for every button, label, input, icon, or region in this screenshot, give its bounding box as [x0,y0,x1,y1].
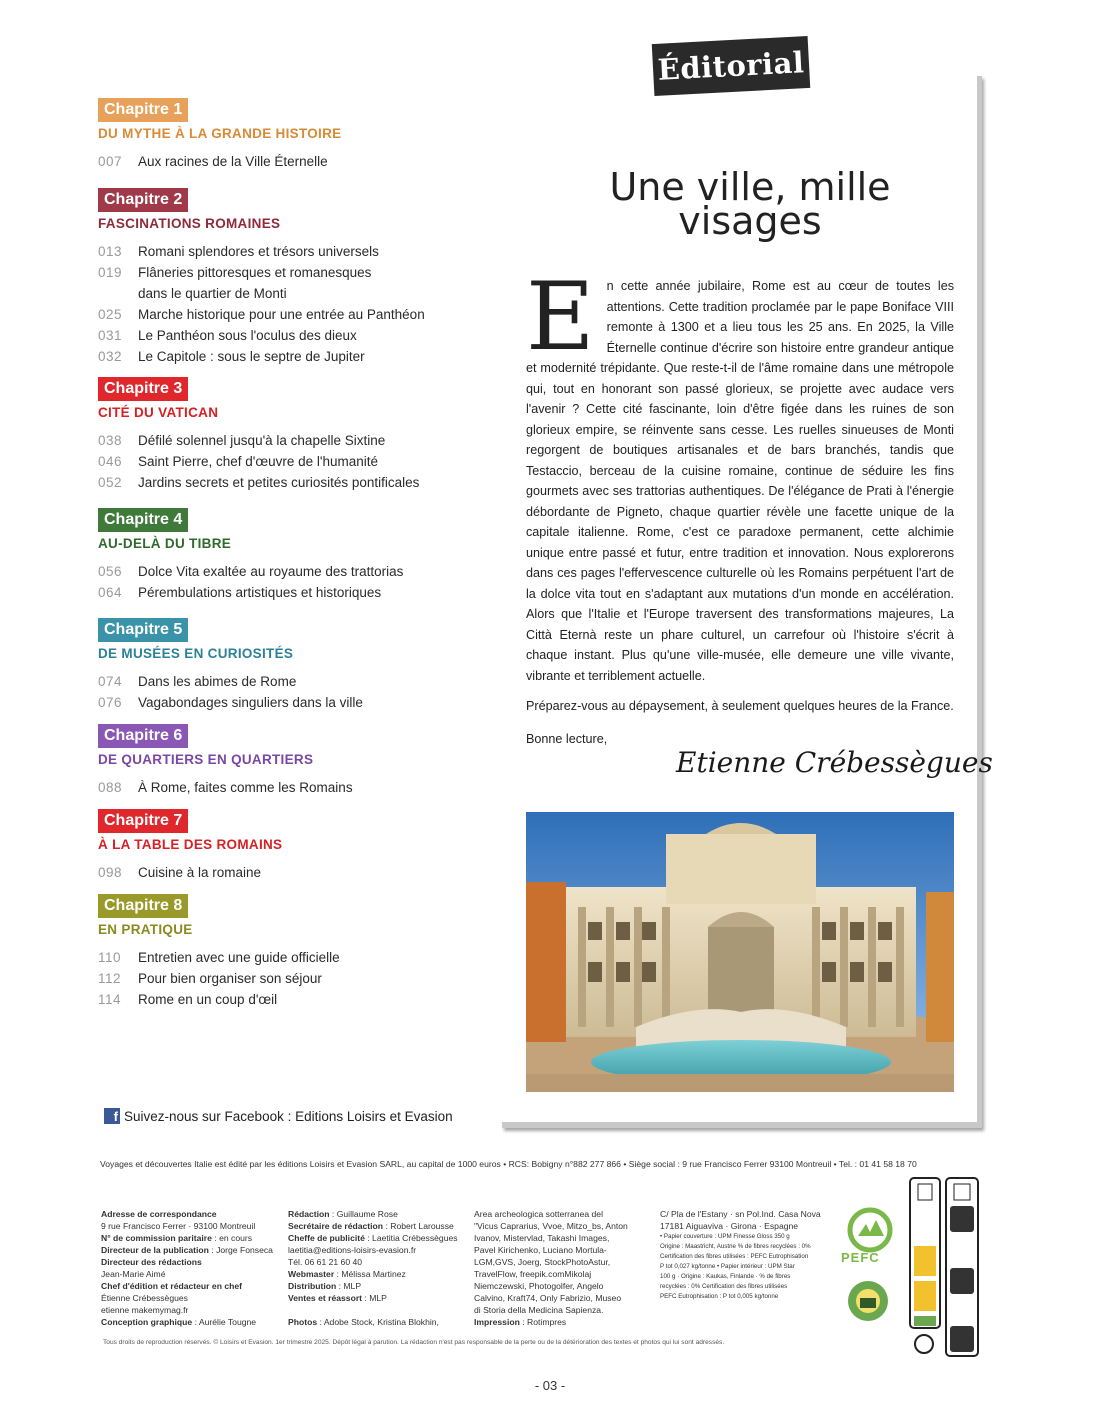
credit-value: Tél. 06 61 21 60 40 [288,1257,363,1267]
toc-page-number: 110 [98,950,122,965]
toc-page-number: 114 [98,992,122,1007]
credit-value: en cours [219,1233,253,1243]
toc-entry [98,325,425,346]
credit-key: Conception graphique [101,1317,193,1327]
toc-page-number: 032 [98,349,123,364]
signature-text: Etienne Crébessègues [676,746,993,779]
credit-value: Robert Larousse [390,1221,454,1231]
toc-entry [98,692,363,713]
chapter-label: Chapitre 6 [98,724,188,748]
credit-line: Pavel Kirichenko, Luciano Mortula- [474,1245,607,1255]
credit-value: Adobe Stock, Kristina Blokhin, [323,1317,439,1327]
credit-value: etienne makemymag.fr [101,1305,189,1315]
credits-column-4 [660,1208,821,1302]
credit-small-line: P tot 0,027 kg/tonne • Papier intérieur : UPM Star [660,1263,795,1270]
toc-entry [98,283,425,304]
chapter-title: CITÉ DU VATICAN [98,405,219,420]
pefc-label: PEFC [841,1250,880,1265]
credit-line: Ivanov, Mistervlad, Takashi Images, [474,1233,610,1243]
credit-key: Rédaction [288,1209,330,1219]
toc-entry [98,151,341,172]
toc-entry [98,430,419,451]
credit-small-line: PEFC Eutrophisation : P tot 0,005 kg/tonne [660,1293,779,1300]
credit-line: Calvino, Kraft74, Only Fabrizio, Museo [474,1293,622,1303]
credit-line [101,1304,273,1316]
credit-value: Laetitia Crébessègues [372,1233,458,1243]
page-number: - 03 - [534,1378,566,1393]
credit-line: "Vicus Caprarius, Vvoe, Mitzo_bs, Anton [474,1221,628,1231]
credit-line: LGM,GVS, Joerg, StockPhotoAstur, [474,1257,611,1267]
editorial-paragraph-2: Préparez-vous au dépaysement, à seulement quelques heures de la France. [526,699,954,713]
toc-entry-title: Le Capitole : sous le septre de Jupiter [138,349,365,364]
toc-page-number: 025 [98,307,123,322]
chapter-title: DE QUARTIERS EN QUARTIERS [98,752,314,767]
toc-page-number: 019 [98,265,123,280]
credit-line [101,1280,273,1292]
toc-entry-title: Dans les abimes de Rome [138,674,297,689]
credit-key: Secrétaire de rédaction [288,1221,384,1231]
toc-page-number: 007 [98,154,123,169]
credit-line: Cheffe de publicité : Laetitia Crébessègues [288,1233,458,1243]
credit-line: TravelFlow, freepik.comMikolaj [474,1269,592,1279]
credit-key: Directeur de la publication [101,1245,209,1255]
toc-entry [98,989,340,1010]
toc-chapter [98,894,340,1010]
credit-small-line: 100 g · Origine : Kaukas, Finlande · % de fibres [660,1273,791,1280]
toc-entry-title: Romani splendores et trésors universels [138,244,379,259]
credit-line: 17181 Aiguaviva · Girona · Espagne [660,1221,799,1231]
credits-column-2 [288,1208,458,1328]
chapter-title: À LA TABLE DES ROMAINS [98,837,283,852]
credit-key: Webmaster [288,1269,335,1279]
chapter-title: FASCINATIONS ROMAINES [98,216,281,231]
chapter-label: Chapitre 4 [98,508,188,532]
credit-key: Chef d'édition et rédacteur en chef [101,1281,242,1291]
chapter-label: Chapitre 2 [98,188,188,212]
toc-page-number [98,283,138,304]
toc-page-number: 052 [98,475,123,490]
chapter-label: Chapitre 8 [98,894,188,918]
toc-entry-title: Vagabondages singuliers dans la ville [138,695,363,710]
toc-entry [98,968,340,989]
toc-entry-title: Saint Pierre, chef d'œuvre de l'humanité [138,454,379,469]
toc-entry-title: Pour bien organiser son séjour [138,971,322,986]
toc-entry-title: Aux racines de la Ville Éternelle [138,154,328,169]
toc-entry-title: Entretien avec une guide officielle [138,950,340,965]
credit-key: Directeur des rédactions [101,1257,202,1267]
chapter-title: DE MUSÉES EN CURIOSITÉS [98,646,294,661]
editorial-tag [652,36,811,96]
toc-entry-title: Défilé solennel jusqu'à la chapelle Sixtine [138,433,386,448]
credit-small-line: • Papier couverture : UPM Finesse Gloss 350 g [660,1233,790,1240]
headline-line-2: visages [678,199,822,243]
credit-key: N° de commission paritaire [101,1233,212,1243]
toc-entry-title: Cuisine à la romaine [138,865,262,880]
toc-page-number: 056 [98,564,123,579]
credit-line [101,1208,273,1220]
toc-chapter [98,724,353,798]
toc-entry-title: Rome en un coup d'œil [138,992,278,1007]
publisher-line: Voyages et découvertes Italie est édité par les éditions Loisirs et Evasion SARL, au capital de 1000 euros • RCS: Bobigny n°882 277 866 • Siège social : 9 rue Francisco Ferrer 93100 Montreuil • Tel. : 01 41 58 18 70 [100,1159,917,1169]
credit-line: Photos : Adobe Stock, Kristina Blokhin, [288,1317,439,1327]
toc-entry-title: dans le quartier de Monti [138,286,287,301]
facebook-icon: f [104,1108,120,1124]
toc-page-number: 076 [98,695,123,710]
credit-line: Impression : Rotimpres [474,1317,567,1327]
toc-chapter [98,98,341,172]
toc-entry [98,777,353,798]
chapter-label: Chapitre 5 [98,618,188,642]
credit-value: Étienne Crébessègues [101,1293,188,1303]
toc-entry [98,671,363,692]
toc-entry [98,304,425,325]
credit-value: 9 rue Francisco Ferrer · 93100 Montreuil [101,1221,256,1231]
chapter-title: AU-DELÀ DU TIBRE [98,536,232,551]
credit-line: Distribution : MLP [288,1281,362,1291]
credits-column-3 [474,1208,628,1328]
toc-page-number: 088 [98,780,123,795]
toc-entry-title: Dolce Vita exaltée au royaume des trattorias [138,564,404,579]
rights-line: Tous droits de reproduction réservés. © Loisirs et Evasion. 1er trimestre 2025. Dépôt légal à parution. La rédaction n'est pas responsable de la perte ou de la détérioration des textes et photos qui lui sont adressés. [103,1339,725,1346]
credit-key: Impression [474,1317,520,1327]
credit-line: Niemczewski, Photogolfer, Angelo [474,1281,604,1291]
credit-key: Ventes et réassort [288,1293,363,1303]
credit-line: C/ Pla de l'Estany · sn Pol.Ind. Casa Nova [660,1209,821,1219]
toc-page-number: 031 [98,328,123,343]
recycling-info-icon [908,1176,980,1358]
credit-line: Rédaction : Guillaume Rose [288,1209,398,1219]
credit-small-line: Certification des fibres utilisées : PEFC Eutrophisation [660,1253,809,1260]
credits-column-1 [101,1208,273,1328]
credit-line: Conception graphique : Aurélie Tougne [101,1317,257,1327]
credit-line: Secrétaire de rédaction : Robert Larousse [288,1221,454,1231]
credit-line [101,1268,273,1280]
editorial-paragraph-1: n cette année jubilaire, Rome est au cœur de toutes les attentions. Cette tradition proclamée par le pape Boniface VIII remonte à 1300 et a lieu tous les 25 ans. En 2025, la Ville Éternelle continue d'écrire son histoire entre grandeur antique et modernité trépidante. Que reste-t-il de l'âme romaine dans une métropole qui, tout en honorant son passé glorieux, se projette avec audace vers l'avenir ? Cette cité fascinante, loin d'être figée dans les ruines de son glorieux empire, se réinvente sans cesse. Les ruelles sinueuses de Monti regorgent de boutiques artisanales et de bars branchés, tandis que Testaccio, berceau de la cuisine romaine, continue de séduire les fins gourmets avec ses trattorias authentiques. De l'élégance de Prati à l'énergie débordante de Pigneto, chaque quartier révèle une facette unique de la capitale italienne. Rome, c'est ce paradoxe permanent, cette alchimie unique entre passé et futur, entre tradition et innovation. Nous explorerons dans ces pages l'effervescence culturelle où les Romains perpétuent l'art de la dolce vita tout en s'adaptant aux mutations d'un monde en accélération. Alors que l'Italie et l'Europe traversent des transformations majeures, La Città Eternà reste un phare culturel, un carrefour où l'histoire s'écrit à chaque instant. Plus qu'une ville-musée, elle demeure une ville vivante, vibrante et terriblement actuelle. [526,279,954,683]
toc-page-number: 013 [98,244,123,259]
editorial-headline [560,165,940,243]
toc-entry [98,561,403,582]
headline-line-1: Une ville, mille [609,165,891,209]
credit-value: MLP [343,1281,362,1291]
signature-image [672,738,993,786]
credit-line [288,1256,458,1268]
chapter-title: DU MYTHE À LA GRANDE HISTOIRE [98,126,342,141]
toc-entry-title: Pérembulations artistiques et historiques [138,585,382,600]
toc-entry-title: À Rome, faites comme les Romains [138,780,353,795]
drop-cap: E [526,263,595,372]
toc-entry-title: Le Panthéon sous l'oculus des dieux [138,328,357,343]
credit-small-line: Origine : Maastricht, Austrie % de fibres recyclées : 0% [660,1243,811,1250]
chapter-label: Chapitre 7 [98,809,188,833]
credit-line: N° de commission paritaire : en cours [101,1233,253,1243]
credit-value: Jorge Fonseca [216,1245,273,1255]
credit-value: laetitia@editions-loisirs-evasion.fr [288,1245,417,1255]
toc-chapter [98,188,425,367]
chapter-label: Chapitre 1 [98,98,188,122]
credit-value: Guillaume Rose [336,1209,398,1219]
toc-entry [98,472,419,493]
facebook-follow[interactable] [104,1108,453,1124]
credit-key: Distribution [288,1281,337,1291]
credit-line [288,1244,458,1256]
toc-page-number: 046 [98,454,123,469]
credit-value: Mélissa Martinez [341,1269,406,1279]
toc-page-number: 038 [98,433,123,448]
toc-page-number: 098 [98,865,123,880]
credit-line: Ventes et réassort : MLP [288,1293,387,1303]
editorial-tag-label: Éditorial [656,45,806,87]
toc-page-number: 112 [98,971,122,986]
credit-line [288,1304,458,1316]
toc-page-number: 074 [98,674,123,689]
toc-chapter [98,809,282,883]
credit-line [101,1292,273,1304]
credit-line: Webmaster : Mélissa Martinez [288,1269,406,1279]
toc-entry [98,346,425,367]
imprim-vert-logo [845,1278,891,1324]
credit-small-line: recyclées : 0% Certification des fibres utilisées [660,1283,788,1290]
facebook-text: Suivez-nous sur Facebook : Editions Loisirs et Evasion [124,1108,453,1124]
chapter-title: EN PRATIQUE [98,922,193,937]
credit-line [101,1220,273,1232]
credit-value: Aurélie Tougne [198,1317,257,1327]
credit-key: Photos [288,1317,318,1327]
toc-entry [98,241,425,262]
credit-value: MLP [369,1293,387,1303]
credit-line: Area archeologica sotterranea del [474,1209,603,1219]
credit-value: Rotimpres [527,1317,567,1327]
toc-entry [98,262,425,283]
toc-entry-title: Marche historique pour une entrée au Panthéon [138,307,425,322]
toc-chapter [98,508,403,603]
trevi-fountain-photo [526,812,954,1092]
credit-value: Jean-Marie Aimé [101,1269,166,1279]
toc-entry-title: Flâneries pittoresques et romanesques [138,265,372,280]
credit-key: Cheffe de publicité [288,1233,365,1243]
toc-page-number: 064 [98,585,123,600]
editorial-paragraph-3: Bonne lecture, [526,731,608,746]
toc-entry [98,582,403,603]
toc-chapter [98,618,363,713]
toc-entry [98,947,340,968]
toc-entry [98,862,282,883]
credit-key: Adresse de correspondance [101,1209,217,1219]
toc-entry-title: Jardins secrets et petites curiosités pontificales [138,475,420,490]
credit-line: di Storia della Medicina Sapienza. [474,1305,604,1315]
editorial-body [526,263,954,757]
toc-entry [98,451,419,472]
credit-line: Directeur de la publication : Jorge Fonseca [101,1245,273,1255]
toc-chapter [98,377,419,493]
chapter-label: Chapitre 3 [98,377,188,401]
credit-line [101,1256,273,1268]
